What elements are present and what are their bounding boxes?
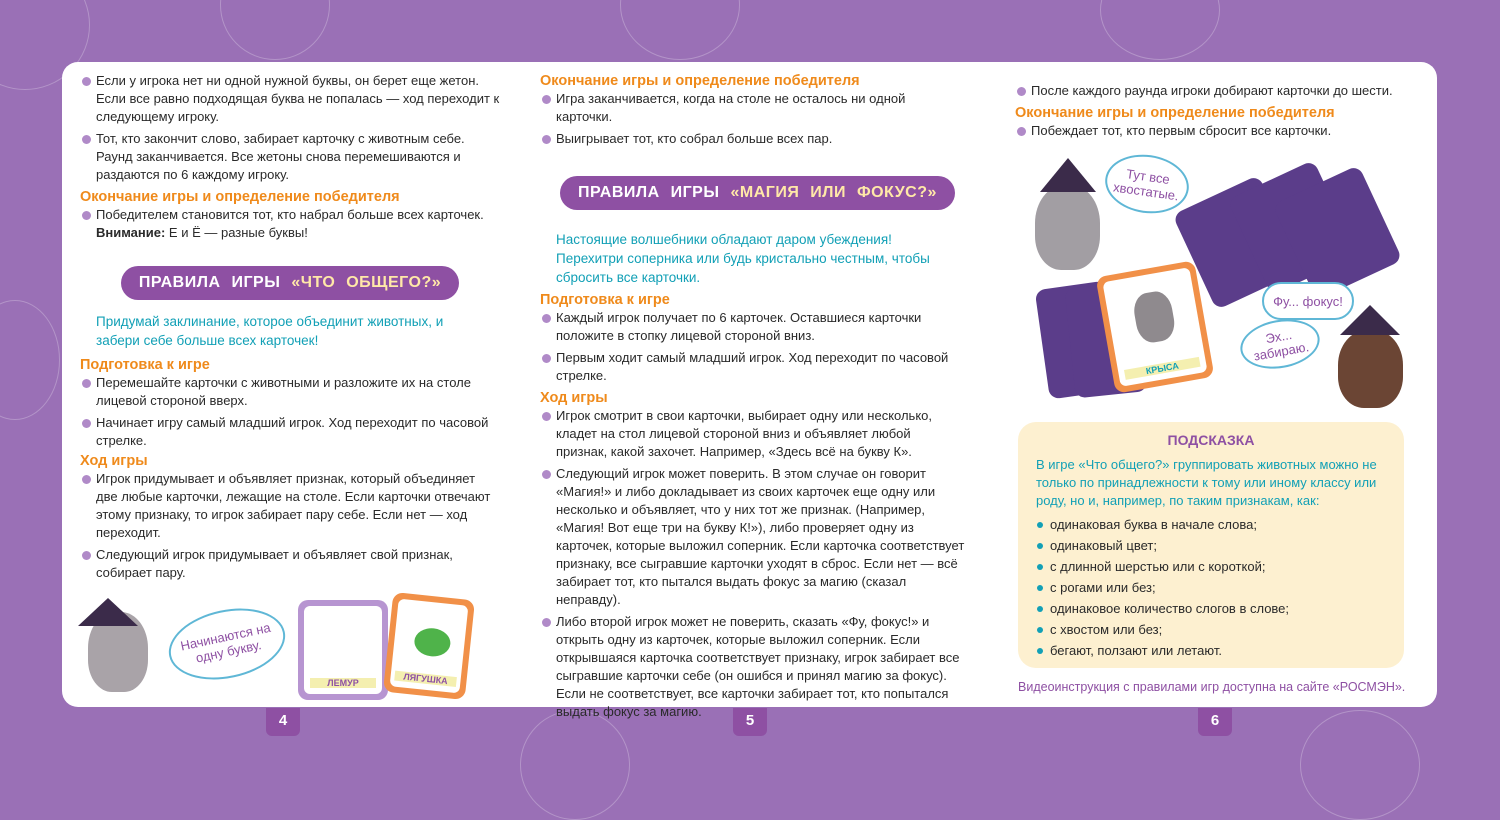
rule-bullet (80, 206, 500, 242)
rule-bullet: Игрок смотрит в свои карточки, выбирает одну или несколько, кладет на стол лицевой стороной вниз и объявляет любой признак, какой захочет. Например, «Здесь всё на букву К». (540, 407, 965, 461)
rule-bullet: Игра заканчивается, когда на столе не осталось ни одной карточки. (540, 90, 920, 126)
rule-bullet: После каждого раунда игроки добирают карточки до шести. (1015, 82, 1415, 100)
rule-bullet: Тот, кто закончит слово, забирает карточку с животным себе. Раунд заканчивается. Все жетоны снова перемешиваются и раздаются по 6 каждому игроку. (80, 130, 500, 184)
witch-hat-icon (78, 598, 138, 626)
attention-label: Внимание: (96, 225, 166, 240)
rule-bullet: Перемешайте карточки с животными и разложите их на столе лицевой стороной вверх. (80, 374, 500, 410)
section-heading: Ход игры (80, 453, 148, 469)
page-5-column (540, 72, 965, 725)
rule-bullet: Начинает игру самый младший игрок. Ход переходит по часовой стрелке. (80, 414, 500, 450)
hint-item: одинаковое количество слогов в слове; (1036, 600, 1386, 617)
card-label: КРЫСА (1124, 357, 1201, 380)
spiderweb-decoration (620, 0, 740, 60)
frog-icon (413, 627, 452, 659)
section-heading: Подготовка к игре (80, 357, 210, 373)
section-heading: Ход игры (540, 390, 608, 406)
hint-item: с рогами или без; (1036, 579, 1386, 596)
section-heading: Окончание игры и определение победителя (80, 189, 400, 205)
hint-text: В игре «Что общего?» группировать животных можно не только по принадлежности к тому или иному классу или роду, но и, например, по таким признакам, как: (1036, 457, 1377, 508)
pill-title: «МАГИЯ ИЛИ ФОКУС?» (730, 184, 937, 201)
rule-bullet: Выигрывает тот, кто собрал больше всех пар. (540, 130, 965, 148)
speech-bubble: Фу... фокус! (1262, 282, 1354, 320)
page-4-moves-block (80, 452, 500, 586)
rule-bullet: Если у игрока нет ни одной нужной буквы, он берет еще жетон. Если все равно подходящая буква не попалась — ход переходит к следующему игроку. (80, 72, 500, 126)
pill-prefix: ПРАВИЛА ИГРЫ (138, 274, 281, 291)
video-instruction-note: Видеоинструкция с правилами игр доступна на сайте «РОСМЭН». (1018, 680, 1406, 694)
speech-bubble: Тут все хвостатые. (1101, 149, 1192, 218)
rule-bullet: Побеждает тот, кто первым сбросит все карточки. (1015, 122, 1415, 140)
rule-bullet: Игрок придумывает и объявляет признак, который объединяет две любые карточки, лежащие на столе. Если карточки отвечают этому признаку, то игрок забирает пару себе. Если нет — ход переходит. (80, 470, 500, 542)
page-number: 6 (1198, 708, 1232, 736)
hint-box (1018, 422, 1404, 668)
hint-item: бегают, ползают или летают. (1036, 642, 1386, 659)
section-heading: Подготовка к игре (540, 292, 670, 308)
page-4-prep-block (80, 352, 500, 454)
animal-card-lemur (298, 600, 388, 700)
intro-text: Настоящие волшебники обладают даром убеждения! Перехитри соперника или будь кристально честным, чтобы сбросить все карточки. (556, 232, 930, 285)
card-label: ЛЯГУШКА (394, 671, 457, 687)
bullet-text: Победителем становится тот, кто набрал больше всех карточек. (96, 207, 484, 222)
speech-bubble: Эх... забираю. (1236, 313, 1323, 374)
hint-item: одинаковый цвет; (1036, 537, 1386, 554)
page-4-intro-block (80, 312, 500, 350)
section-heading: Окончание игры и определение победителя (540, 73, 860, 89)
speech-bubble: Начинаются на одну букву. (162, 598, 292, 689)
spiderweb-decoration (220, 0, 330, 60)
page-4-top-block (80, 72, 500, 246)
section-pill (560, 176, 955, 210)
owl-witch-illustration (1035, 185, 1100, 270)
rule-bullet: Следующий игрок придумывает и объявляет свой признак, собирает пару. (80, 546, 500, 582)
page-4-pill-row (80, 266, 500, 300)
hint-item: одинаковая буква в начале слова; (1036, 516, 1386, 533)
spiderweb-decoration (0, 300, 60, 420)
hint-item: с хвостом или без; (1036, 621, 1386, 638)
spiderweb-decoration (1100, 0, 1220, 60)
section-heading: Окончание игры и определение победителя (1015, 105, 1335, 121)
witch-hat-icon (1340, 305, 1400, 335)
animal-card-frog (383, 592, 475, 700)
spiderweb-decoration (520, 710, 630, 820)
attention-text: Е и Ё — разные буквы! (165, 225, 308, 240)
card-label: ЛЕМУР (310, 678, 376, 688)
hint-item: с длинной шерстью или с короткой; (1036, 558, 1386, 575)
page-6-column (1015, 82, 1415, 144)
spiderweb-decoration (1300, 710, 1420, 820)
rule-bullet: Каждый игрок получает по 6 карточек. Оставшиеся карточки положите в стопку лицевой стороной вниз. (540, 309, 965, 345)
rule-bullet: Первым ходит самый младший игрок. Ход переходит по часовой стрелке. (540, 349, 965, 385)
witch-hat-icon (1040, 158, 1096, 192)
rule-bullet: Либо второй игрок может не поверить, сказать «Фу, фокус!» и открыть одну из карточек, которые выложил соперник. Если открывшаяся карточка соответствует признаку, игрок забирает все сыгравшие карточки себе (он ошибся и принял магию за фокус). Если не соответствует, все карточки забирает тот, кто попытался выдать фокус за магию. (540, 613, 965, 721)
owl-witch-illustration (1338, 330, 1403, 408)
rule-bullet: Следующий игрок может поверить. В этом случае он говорит «Магия!» и либо докладывает из своих карточек еще одну или несколько и объявляет, что у них тот же признак. (Например, «Магия! Вот еще три на букву К!»), либо проверяет одну из карточек, которые выложил соперник. Если карточка соответствует признаку, все сыгравшие карточки уходят в сброс. Если нет — всё забирает тот, кто пытался выдать фокус за магию (сказал неправду). (540, 465, 965, 609)
animal-card-rat (1096, 260, 1215, 394)
page-number: 5 (733, 708, 767, 736)
pill-prefix: ПРАВИЛА ИГРЫ (578, 184, 720, 201)
intro-text: Придумай заклинание, которое объединит животных, и забери себе больше всех карточек! (96, 314, 444, 348)
section-pill (121, 266, 459, 300)
hint-title: ПОДСКАЗКА (1167, 432, 1255, 448)
page-number: 4 (266, 708, 300, 736)
rat-icon (1131, 289, 1177, 345)
pill-title: «ЧТО ОБЩЕГО?» (291, 274, 442, 291)
